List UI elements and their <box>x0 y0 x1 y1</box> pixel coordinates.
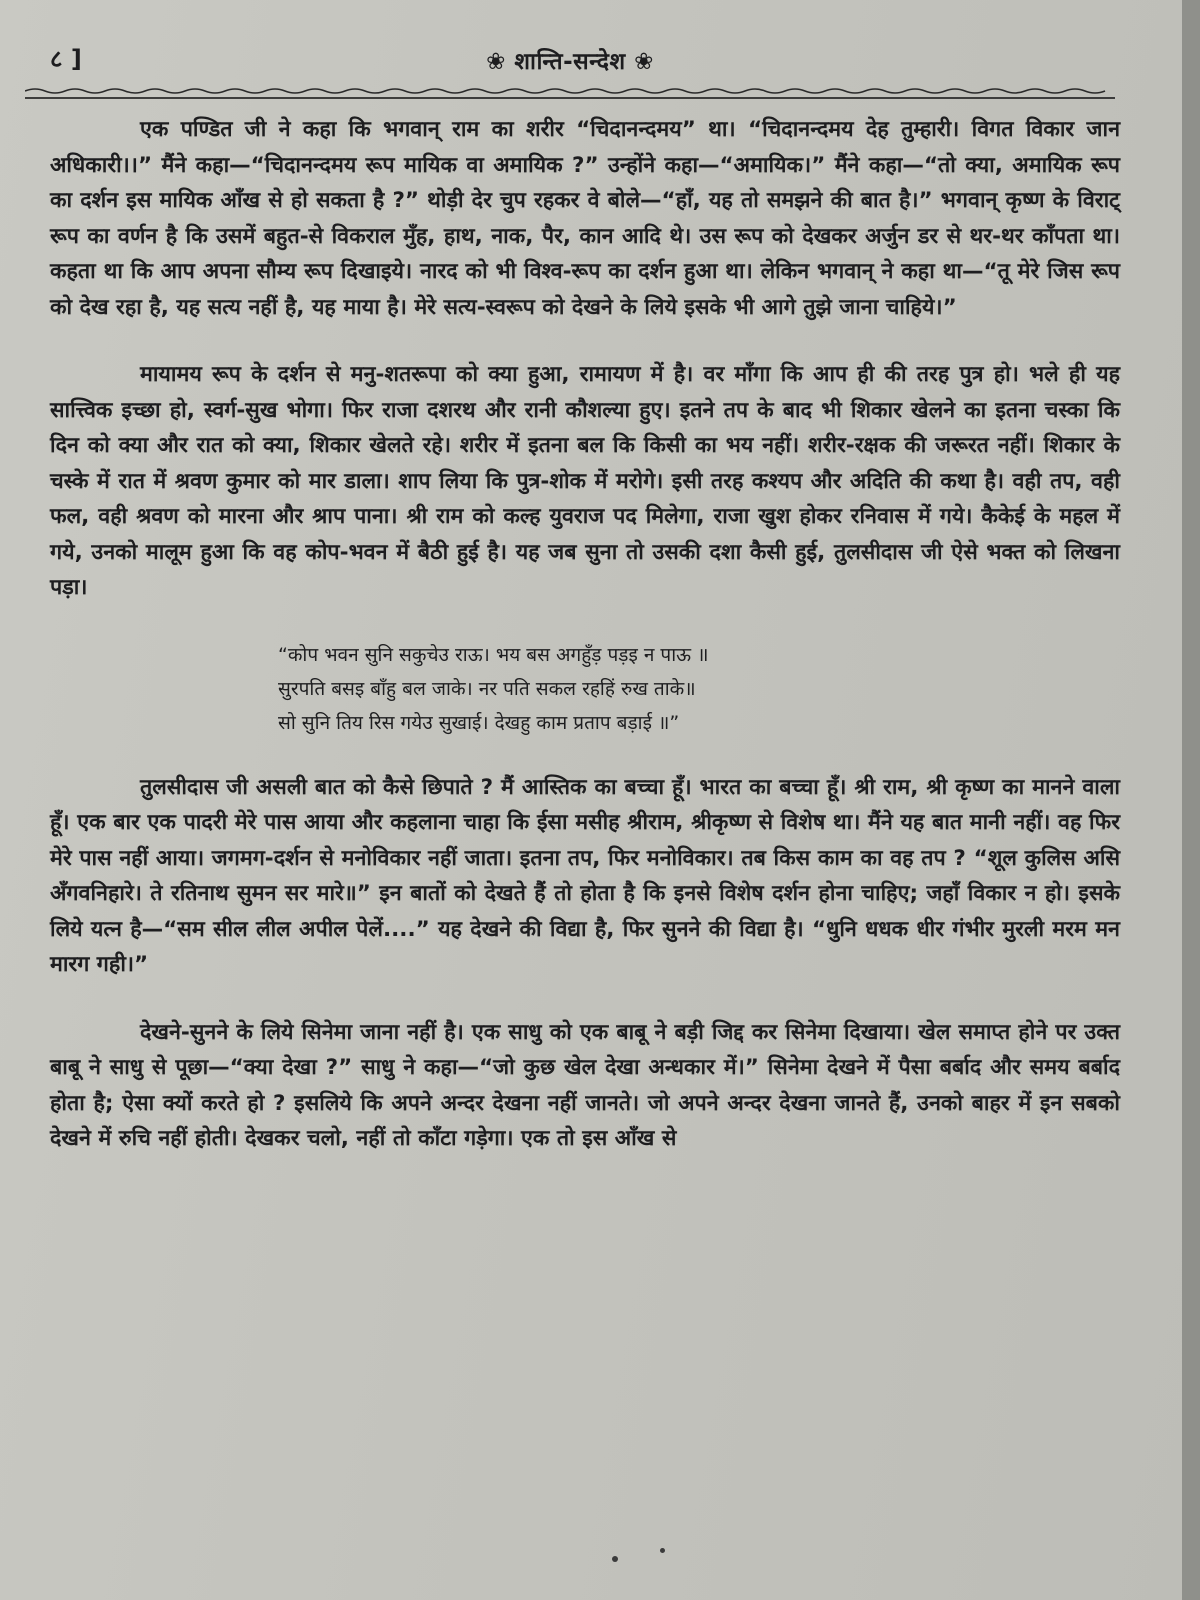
page-body <box>50 112 1120 1189</box>
paragraph-3: तुलसीदास जी असली बात को कैसे छिपाते ? मैं आस्तिक का बच्चा हूँ। भारत का बच्चा हूँ। श्री राम, श्री कृष्ण का मानने वाला हूँ। एक बार एक पादरी मेरे पास आया और कहलाना चाहा कि ईसा मसीह श्रीराम, श्रीकृष्ण से विशेष था। मैंने यह बात मानी नहीं। वह फिर मेरे पास नहीं आया। जगमग-दर्शन से मनोविकार नहीं जाता। इतना तप, फिर मनोविकार। तब किस काम का वह तप ? “शूल कुलिस असि अँगवनिहारे। ते रतिनाथ सुमन सर मारे॥” इन बातों को देखते हैं तो होता है कि इनसे विशेष दर्शन होना चाहिए; जहाँ विकार न हो। इसके लिये यत्न है—“सम सील लील अपील पेलें....” यह देखने की विद्या है, फिर सुनने की विद्या है। “धुनि धधक धीर गंभीर मुरली मरम मन मारग गही।” <box>50 774 1120 977</box>
verse-line-2: सुरपति बसइ बाँहु बल जाके। नर पति सकल रहहिं रुख ताके॥ <box>278 677 696 700</box>
paragraph-1: एक पण्डित जी ने कहा कि भगवान् राम का शरीर “चिदानन्दमय” था। “चिदानन्दमय देह तुम्हारी। विगत विकार जान अधिकारी।।” मैंने कहा—“चिदानन्दमय रूप मायिक वा अमायिक ?” उन्होंने कहा—“अमायिक।” मैंने कहा—“तो क्या, अमायिक रूप का दर्शन इस मायिक आँख से हो सकता है ?” थोड़ी देर चुप रहकर वे बोले—“हाँ, यह तो समझने की बात है।” भगवान् कृष्ण के विराट् रूप का वर्णन है कि उसमें बहुत-से विकराल मुँह, हाथ, नाक, पैर, कान आदि थे। उस रूप को देखकर अर्जुन डर से थर-थर काँपता था। कहता था कि आप अपना सौम्य रूप दिखाइये। नारद को भी विश्व-रूप का दर्शन हुआ था। लेकिन भगवान् ने कहा था—“तू मेरे जिस रूप को देख रहा है, यह सत्य नहीं है, यह माया है। मेरे सत्य-स्वरूप को देखने के लिये इसके भी आगे तुझे जाना चाहिये।” <box>50 117 1120 320</box>
page-header <box>30 40 1110 80</box>
paragraph-4: देखने-सुनने के लिये सिनेमा जाना नहीं है। एक साधु को एक बाबू ने बड़ी जिद्द कर सिनेमा दिखाया। खेल समाप्त होने पर उक्त बाबू ने साधु से पूछा—“क्या देखा ?” साधु ने कहा—“जो कुछ खेल देखा अन्धकार में।” सिनेमा देखने में पैसा बर्बाद और समय बर्बाद होता है; ऐसा क्यों करते हो ? इसलिये कि अपने अन्दर देखना नहीं जानते। जो अपने अन्दर देखना जानते हैं, उनको बाहर में इन सबको देखने में रुचि नहीं होती। देखकर चलो, नहीं तो काँटा गड़ेगा। एक तो इस आँख से <box>50 1019 1120 1151</box>
page-edge <box>1182 0 1200 1600</box>
verse-line-1: “कोप भवन सुनि सकुचेउ राऊ। भय बस अगहुँड़ पड़इ न पाऊ ॥ <box>278 643 709 666</box>
page-number: ८ ] <box>50 45 82 73</box>
ink-dot <box>612 1556 618 1562</box>
ink-dot <box>660 1548 665 1553</box>
running-title: ❀ शान्ति-सन्देश ❀ <box>486 49 654 75</box>
verse-block <box>278 638 1120 740</box>
verse-line-3: सो सुनि तिय रिस गयेउ सुखाई। देखहु काम प्रताप बड़ाई ॥” <box>278 711 680 734</box>
header-wavy-rule <box>25 86 1115 102</box>
paragraph-2: मायामय रूप के दर्शन से मनु-शतरूपा को क्या हुआ, रामायण में है। वर माँगा कि आप ही की तरह पुत्र हो। भले ही यह सात्त्विक इच्छा हो, स्वर्ग-सुख भोगा। फिर राजा दशरथ और रानी कौशल्या हुए। इतने तप के बाद भी शिकार खेलने का इतना चस्का कि दिन को क्या और रात को क्या, शिकार खेलते रहे। शरीर में इतना बल कि किसी का भय नहीं। शरीर-रक्षक की जरूरत नहीं। शिकार के चस्के में रात में श्रवण कुमार को मार डाला। शाप लिया कि पुत्र-शोक में मरोगे। इसी तरह कश्यप और अदिति की कथा है। वही तप, वही फल, वही श्रवण को मारना और श्राप पाना। श्री राम को कल्ह युवराज पद मिलेगा, राजा खुश होकर रनिवास में गये। कैकेई के महल में गये, उनको मालूम हुआ कि वह कोप-भवन में बैठी हुई है। यह जब सुना तो उसकी दशा कैसी हुई, तुलसीदास जी ऐसे भक्त को लिखना पड़ा। <box>50 362 1120 600</box>
